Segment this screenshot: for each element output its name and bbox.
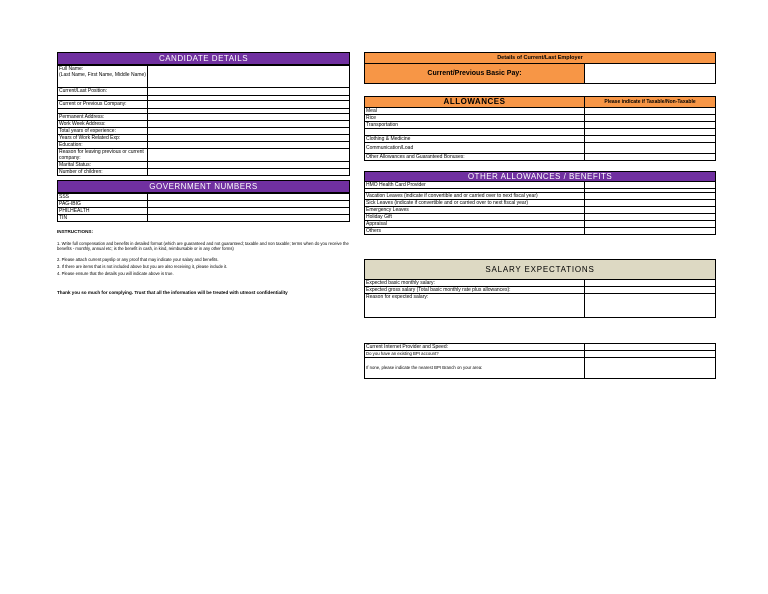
expected-gross-label: Expected gross salary (Total basic monthly rate plus allowances): <box>365 287 585 294</box>
tin-field[interactable] <box>148 215 350 222</box>
permanent-address-field[interactable] <box>148 114 350 121</box>
instructions-title: INSTRUCTIONS: <box>57 229 93 234</box>
other-allowances-field[interactable] <box>585 154 716 161</box>
bpi-account-field[interactable] <box>585 351 716 358</box>
government-numbers-section <box>57 180 350 222</box>
allowances-header: ALLOWANCES <box>365 97 585 108</box>
company-field[interactable] <box>148 101 350 109</box>
instruction-item: 4. Please ensure that the details you will indicate above is true. <box>57 271 174 276</box>
employer-table <box>364 52 716 84</box>
expected-basic-field[interactable] <box>585 280 716 287</box>
related-exp-label: Years of Work Related Exp: <box>58 135 148 142</box>
other-benefits-header: OTHER ALLOWANCES / BENEFITS <box>365 172 716 182</box>
reason-leaving-label: Reason for leaving previous or current company: <box>58 149 148 162</box>
candidate-details-section <box>57 52 350 176</box>
appraisal-field[interactable] <box>585 221 716 228</box>
meal-field[interactable] <box>585 108 716 115</box>
salary-expectations-section <box>364 259 716 318</box>
reason-leaving-field[interactable] <box>148 149 350 162</box>
blank-label <box>365 129 585 136</box>
others-label: Others <box>365 228 585 235</box>
bpi-branch-label: If none, please indicate the nearest BPI Branch on your area: <box>365 358 585 379</box>
other-benefits-section <box>364 171 716 235</box>
philhealth-label: PHILHEALTH <box>58 208 148 215</box>
bpi-account-label: Do you have an existing BPI account? <box>365 351 585 358</box>
employer-header: Details of Current/Last Employer <box>365 53 716 64</box>
taxable-header: Please indicate if Taxable/Non-Taxable <box>585 97 716 108</box>
internet-provider-field[interactable] <box>585 344 716 351</box>
experience-label: Total years of experience: <box>58 128 148 135</box>
reason-salary-label: Reason for expected salary: <box>365 294 585 318</box>
instructions-block <box>57 229 352 295</box>
salary-header: SALARY EXPECTATIONS <box>365 260 716 280</box>
bpi-branch-field[interactable] <box>585 358 716 379</box>
work-address-field[interactable] <box>148 121 350 128</box>
sick-leaves-field[interactable] <box>585 200 716 207</box>
work-address-label: Work Week Address: <box>58 121 148 128</box>
sss-field[interactable] <box>148 194 350 201</box>
government-numbers-table <box>57 193 350 222</box>
clothing-label: Clothing & Medicine <box>365 136 585 143</box>
basic-pay-field[interactable] <box>585 64 716 84</box>
other-benefits-table <box>364 171 716 235</box>
transportation-field[interactable] <box>585 122 716 129</box>
philhealth-field[interactable] <box>148 208 350 215</box>
pagibig-label: PAG-IBIG <box>58 201 148 208</box>
expected-basic-label: Expected basic monthly salary: <box>365 280 585 287</box>
clothing-field[interactable] <box>585 136 716 143</box>
holiday-gift-field[interactable] <box>585 214 716 221</box>
marital-status-field[interactable] <box>148 162 350 169</box>
candidate-details-header: CANDIDATE DETAILS <box>57 52 350 65</box>
allowances-table <box>364 96 716 161</box>
children-label: Number of children: <box>58 169 148 176</box>
permanent-address-label: Permanent Address: <box>58 114 148 121</box>
marital-status-label: Marital Status: <box>58 162 148 169</box>
company-label: Current or Previous Company: <box>58 101 148 109</box>
hmo-label: HMO Health Card Provider <box>365 182 585 189</box>
meal-label: Meal <box>365 108 585 115</box>
vacation-leaves-label: Vacation Leaves (indicate if convertible and or carried over to next fiscal year) <box>365 193 585 200</box>
reason-salary-field[interactable] <box>585 294 716 318</box>
position-label: Current/Last Position: <box>58 88 148 96</box>
internet-section <box>364 343 716 379</box>
blank-field[interactable] <box>585 129 716 136</box>
allowances-section <box>364 96 716 161</box>
appraisal-label: Appraisal <box>365 221 585 228</box>
expected-gross-field[interactable] <box>585 287 716 294</box>
basic-pay-label: Current/Previous Basic Pay: <box>365 64 585 84</box>
salary-table <box>364 259 716 318</box>
government-numbers-header: GOVERNMENT NUMBERS <box>57 180 350 193</box>
full-name-field[interactable] <box>148 66 350 88</box>
pagibig-field[interactable] <box>148 201 350 208</box>
instruction-item: 2. Please attach current payslip or any proof that may indicate your salary and benefits. <box>57 257 219 262</box>
candidate-details-table <box>57 65 350 176</box>
position-field[interactable] <box>148 88 350 96</box>
tin-label: TIN <box>58 215 148 222</box>
children-field[interactable] <box>148 169 350 176</box>
related-exp-field[interactable] <box>148 135 350 142</box>
communication-field[interactable] <box>585 143 716 154</box>
holiday-gift-label: Holiday Gift <box>365 214 585 221</box>
hmo-field[interactable] <box>585 182 716 189</box>
vacation-leaves-field[interactable] <box>585 193 716 200</box>
emergency-leaves-field[interactable] <box>585 207 716 214</box>
instruction-item: 3. If there are items that is not included above but you are also receiving it, please include it. <box>57 264 228 269</box>
instruction-item: 1. Write full compensation and benefits in detailed format (which are guaranteed and not guaranteed; taxable and non taxable; terms when do you receive the benefits - monthly, annual etc; is the benefit in cash, in kind, reimbursable or in any other forms) <box>57 241 349 251</box>
full-name-label: Full Name: (Last Name, First Name, Middle Name) <box>58 66 148 88</box>
sick-leaves-label: Sick Leaves (indicate if convertible and or carried over to next fiscal year) <box>365 200 585 207</box>
emergency-leaves-label: Emergency Leaves <box>365 207 585 214</box>
rice-label: Rice <box>365 115 585 122</box>
employer-section <box>364 52 716 84</box>
sss-label: SSS <box>58 194 148 201</box>
education-field[interactable] <box>148 142 350 149</box>
other-allowances-label: Other Allowances and Guaranteed Bonuses: <box>365 154 585 161</box>
transportation-label: Transportation <box>365 122 585 129</box>
rice-field[interactable] <box>585 115 716 122</box>
internet-table <box>364 343 716 379</box>
communication-label: Communication/Load <box>365 143 585 154</box>
others-field[interactable] <box>585 228 716 235</box>
education-label: Education: <box>58 142 148 149</box>
thanks-note: Thank you so much for complying. Trust that all the information will be treated with utmost confidentiality <box>57 290 288 295</box>
experience-field[interactable] <box>148 128 350 135</box>
internet-provider-label: Current Internet Provider and Speed: <box>365 344 585 351</box>
